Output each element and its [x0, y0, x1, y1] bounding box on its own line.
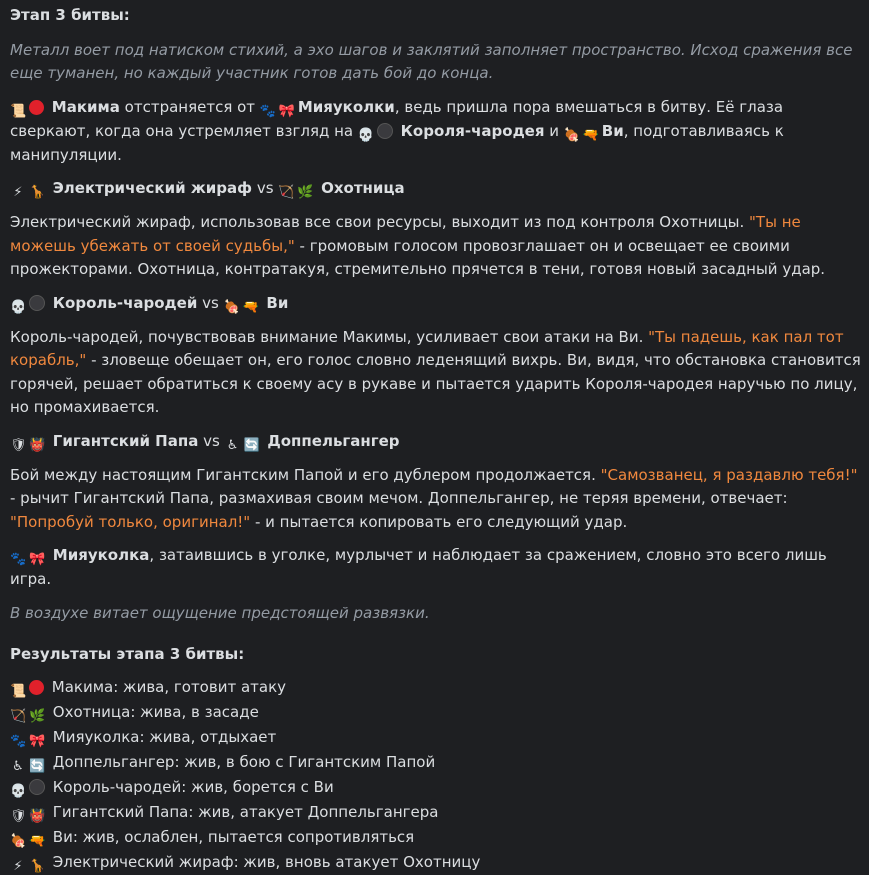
result-doppel: ♿ 🔄 Доппельгангер: жив, в бою с Гигантским Папой	[10, 750, 865, 775]
scroll-icon: 📜	[10, 683, 27, 699]
meat-icon: 🍖	[10, 833, 27, 849]
demon-icon: 👹	[29, 437, 46, 453]
outro-text: В воздухе витает ощущение предстоящей развязки.	[10, 603, 430, 622]
results-title: Результаты этапа 3 битвы:	[10, 645, 245, 663]
makima-name: Макима	[51, 97, 120, 116]
demon-icon: 👹	[29, 808, 46, 824]
skull-icon: 💀	[10, 783, 27, 799]
miyau-paragraph: 🐾 🎀 Мияуколка, затаившись в уголке, мурлычет и наблюдает за сражением, словно это всего лишь игра.	[10, 546, 827, 588]
giraffe-icon: 🦒	[29, 858, 46, 874]
herb-icon: 🌿	[29, 708, 46, 724]
skull-icon: 💀	[10, 299, 27, 315]
bow-icon: 🏹	[10, 708, 27, 724]
results-list	[10, 675, 865, 875]
wheelchair-icon: ♿	[12, 758, 24, 774]
black-circle-icon	[377, 123, 393, 139]
result-makima: 📜 Макима: жива, готовит атаку	[10, 677, 287, 699]
meat-icon: 🍖	[563, 127, 580, 143]
stage-title: Этап 3 битвы:	[10, 6, 130, 24]
lightning-icon: ⚡	[13, 185, 23, 200]
paw-icon: 🐾	[10, 552, 27, 567]
fight1-header: ⚡ 🦒 Электрический жираф vs 🏹 🌿 Охотница	[10, 177, 865, 201]
fight1-text: Электрический жираф, использовав все свои ресурсы, выходит из под контроля Охотницы. "Ты не можешь убежать от своей судьбы," - громовым голосом провозглашает он и освещает ее своими прожекторами. Охотница, контратакуя, стремительно прячется в тени, готовя новый засадный удар.	[10, 213, 826, 278]
result-papa: 🛡 👹 Гигантский Папа: жив, атакует Доппельгангера	[10, 802, 439, 824]
red-circle-icon	[29, 100, 44, 115]
gun-icon: 🔫	[582, 127, 599, 143]
black-circle-icon	[29, 779, 45, 795]
scroll-icon: 📜	[10, 103, 27, 119]
lightning-icon: ⚡	[13, 858, 23, 874]
swap-icon: 🔄	[243, 437, 260, 453]
fight3-header: 🛡 👹 Гигантский Папа vs ♿ 🔄 Доппельгангер	[10, 431, 400, 453]
herb-icon: 🌿	[297, 185, 314, 200]
paw-icon: 🐾	[10, 733, 27, 749]
giraffe-icon: 🦒	[29, 185, 46, 200]
result-miyau: 🐾 🎀 Мияуколка: жива, отдыхает	[10, 727, 277, 749]
swap-icon: 🔄	[29, 758, 46, 774]
result-hunter: 🏹 🌿 Охотница: жива, в засаде	[10, 702, 259, 724]
result-vi: 🍖 🔫 Ви: жив, ослаблен, пытается сопротивляться	[10, 827, 415, 849]
makima-paragraph: 📜 Макима отстраняется от 🐾 🎀 Мияуколки, ведь пришла пора вмешаться в битву. Её глаза сверкают, когда она устремляет взгляд на 💀 Короля-чародея и 🍖 🔫 Ви, подготавливаясь к манипуляции.	[10, 97, 784, 164]
result-giraffe: ⚡ 🦒 Электрический жираф: жив, вновь атакует Охотницу	[10, 850, 865, 875]
shield-icon: 🛡	[10, 808, 27, 824]
gun-icon: 🔫	[242, 299, 259, 315]
fight3-text: Бой между настоящим Гигантским Папой и его дублером продолжается. "Самозванец, я раздавлю тебя!" - рычит Гигантский Папа, размахивая своим мечом. Доппельгангер, не теряя времени, отвечает: "Попробуй только, оригинал!" - и пытается копировать его следующий удар.	[10, 465, 858, 531]
gun-icon: 🔫	[29, 833, 46, 849]
fight2-text: Король-чародей, почувствовав внимание Макимы, усиливает свои атаки на Ви. "Ты падешь, как пал тот корабль," - зловеще обещает он, его голос словно леденящий вихрь. Ви, видя, что обстановка становится горячей, решает обратиться к своему асу в рукаве и пытается ударить Короля-чародея наручью по лицу, но промахивается.	[10, 327, 861, 416]
bow-icon: 🏹	[278, 185, 295, 200]
wheelchair-icon: ♿	[226, 437, 239, 453]
shield-icon: 🛡	[10, 437, 27, 453]
black-circle-icon	[29, 295, 45, 311]
ribbon-icon: 🎀	[278, 103, 295, 119]
ribbon-icon: 🎀	[29, 733, 46, 749]
fight2-header: 💀 Король-чародей vs 🍖 🔫 Ви	[10, 293, 289, 315]
skull-icon: 💀	[357, 127, 375, 143]
result-king: 💀 Король-чародей: жив, борется с Ви	[10, 777, 334, 799]
intro-text: Металл воет под натиском стихий, а эхо шагов и заклятий заполняет пространство. Исход сражения все еще туманен, но каждый участник готов дать бой до конца.	[10, 40, 853, 82]
paw-icon: 🐾	[259, 103, 276, 119]
red-circle-icon	[29, 680, 44, 695]
ribbon-icon: 🎀	[29, 552, 46, 567]
meat-icon: 🍖	[223, 299, 240, 315]
